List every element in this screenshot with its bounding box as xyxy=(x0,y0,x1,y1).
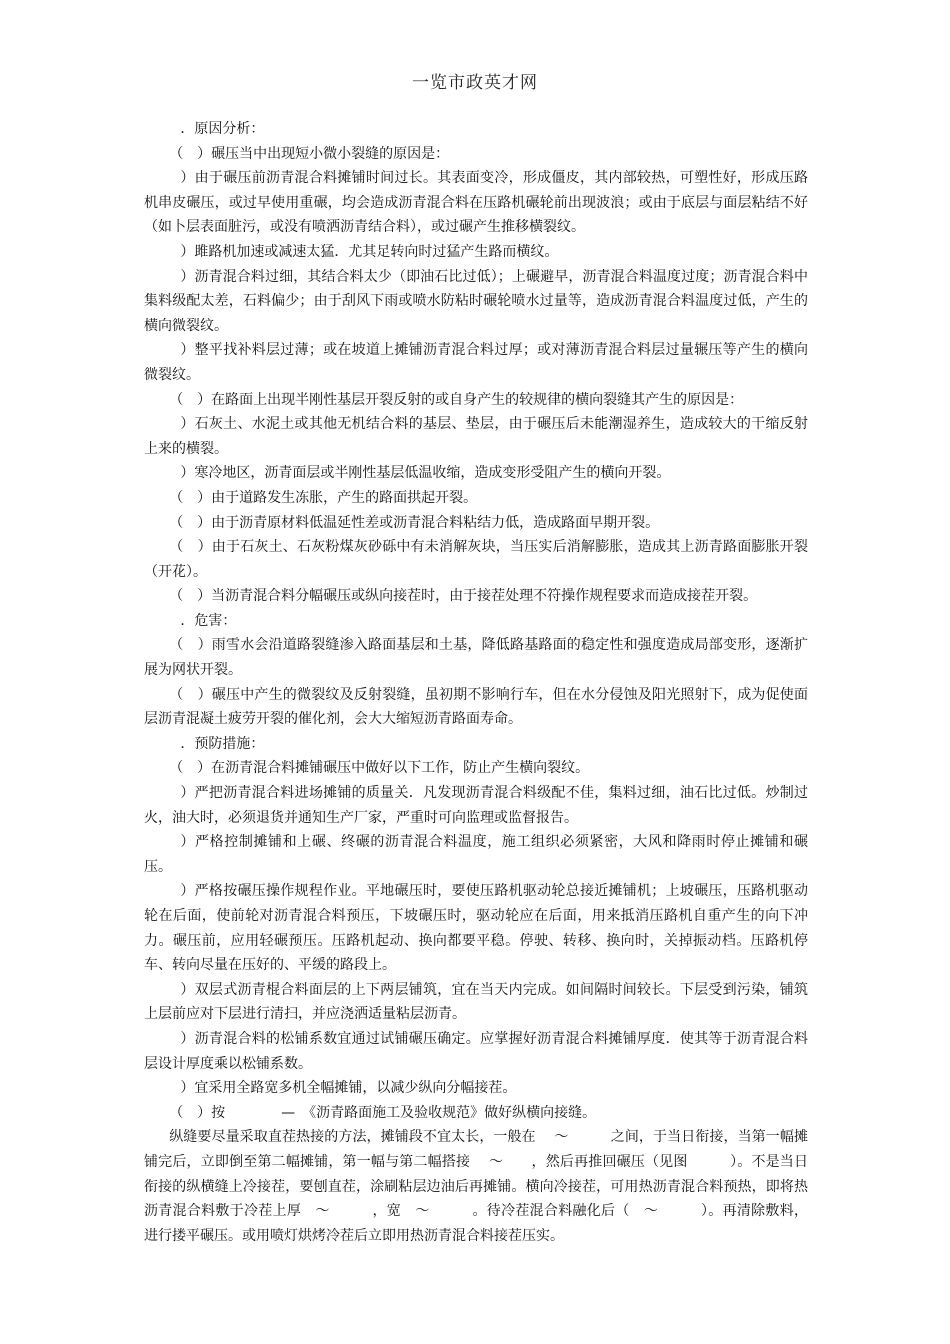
paragraph: （ ）在沥青混合料摊铺碾压中做好以下工作，防止产生横向裂纹。 xyxy=(169,760,590,777)
page-header: 一览市政英才网 xyxy=(412,73,538,93)
paragraph: （ ）碾压中产生的微裂纹及反射裂缝，虽初期不影响行车，但在水分侵蚀及阳光照射下，成为促使面层沥青混凝土疲劳开裂的催化剂，会大大缩短沥青路面寿命。 xyxy=(144,686,808,728)
paragraph: 纵缝要尽量采取直茬热接的方法，摊铺段不宜太长，一般在 ～ 之间，于当日衔接，当第一幅摊铺完后，立即倒至第二幅摊铺，第一幅与第二幅搭接 ～ ，然后再推回碾压（见图 ）。不是当日衔接的纵横缝上冷接茬，要刨直茬，涂刷粘层边油后再摊铺。横向冷接茬，可用热沥青混合料预热，即将热沥青混合料敷于冷茬上厚 ～ ，宽 ～ 。待冷茬混合料融化后（ ～ ）。再清除敷料，进行搂平碾压。或用喷灯烘烤冷茬后立即用热沥青混合料接茬压实。 xyxy=(144,1129,808,1244)
paragraph: （ ）按 — 《沥青路面施工及验收规范》做好纵横向接缝。 xyxy=(169,1104,597,1121)
paragraph: ）沥青混合料的松铺系数宜通过试铺碾压确定。应掌握好沥青混合料摊铺厚度．使其等于沥青混合料层设计厚度乘以松铺系数。 xyxy=(144,1030,808,1072)
paragraph: （ ）在路面上出现半刚性基层开裂反射的或自身产生的较规律的横向裂缝其产生的原因是： xyxy=(169,391,744,408)
paragraph: ）寒冷地区，沥青面层或半刚性基层低温收缩，造成变形受阻产生的横向开裂。 xyxy=(180,465,671,482)
paragraph: （ ）当沥青混合料分幅碾压或纵向接茬时，由于接茬处理不符操作规程要求而造成接茬开裂。 xyxy=(169,588,758,605)
paragraph: （ ）碾压当中出现短小微小裂缝的原因是： xyxy=(169,145,450,162)
paragraph: ）严格按碾压操作规程作业。平地碾压时，要使压路机驱动轮总接近摊铺机；上坡碾压，压路机驱动轮在后面，使前轮对沥青混合料预压，下坡碾压时，驱动轮应在后面，用来抵消压路机自重产生的向下冲力。碾压前，应用轻碾预压。压路机起动、换向都要平稳。停驶、转移、换向时，关掉振动档。压路机停车、转向尽量在压好的、平缓的路段上。 xyxy=(144,883,808,974)
paragraph: ）双层式沥青棍合料面层的上下两层铺筑，宜在当天内完成。如间隔时间较长。下层受到污染，铺筑上层前应对下层进行清扫，并应浇洒适量粘层沥青。 xyxy=(144,981,808,1023)
paragraph: ）严格控制摊铺和上碾、终碾的沥青混合料温度，施工组织必须紧密，大风和降雨时停止摊铺和碾压。 xyxy=(144,834,808,875)
paragraph: ）整平找补料层过薄；或在坡道上摊铺沥青混合料过厚；或对薄沥青混合料层过量辗压等产生的横向微裂纹。 xyxy=(144,342,808,383)
paragraph: （ ）由于石灰土、石灰粉煤灰砂砾中有未消解灰块，当压实后消解膨胀，造成其上沥青路面膨胀开裂（开花）。 xyxy=(144,539,808,580)
paragraph: ）严把沥青混合料进场摊铺的质量关．凡发现沥青混合料级配不佳，集料过细，油石比过低。炒制过火，油大时，必须退货并通知生产厂家，严重时可向监理或监督报告。 xyxy=(144,785,808,826)
paragraph: ．危害： xyxy=(180,612,237,629)
paragraph: （ ）由于沥青原材料低温延性差或沥青混合料粘结力低，造成路面早期开裂。 xyxy=(169,514,660,531)
paragraph: （ ）雨雪水会沿道路裂缝渗入路面基层和土基，降低路基路面的稳定性和强度造成局部变形，逐渐扩展为网状开裂。 xyxy=(144,637,808,679)
paragraph: ）由于碾压前沥青混合料摊铺时间过长。其表面变冷，形成僵皮，其内部较热，可塑性好，形成压路机串皮碾压，或过早使用重碾，均会造成沥青混合料在压路机碾轮前出现波浪；或由于底层与面层粘结不好（如卜层表面脏污，或没有喷洒沥青结合料），或过碾产生推移横裂纹。 xyxy=(144,170,808,236)
paragraph: ）沥青混合料过细，其结合料太少（即油石比过低）；上碾避早，沥青混合料温度过度；沥青混合料中集料级配太差，石料偏少；由于刮风下雨或喷水防粘时碾轮喷水过量等，造成沥青混合料温度过低，产生的横向微裂纹。 xyxy=(144,268,808,334)
document-body xyxy=(144,117,808,1248)
paragraph: （ ）由于道路发生冻胀，产生的路面拱起开裂。 xyxy=(169,489,478,506)
paragraph: ．原因分析： xyxy=(180,121,265,137)
paragraph: ）雎路机加速或减速太猛．尤其足转向时过猛产生路而横纹。 xyxy=(180,243,559,260)
paragraph: ）石灰土、水泥土或其他无机结合料的基层、垫层，由于碾压后未能潮湿养生，造成较大的干缩反射上来的横裂。 xyxy=(144,416,808,457)
paragraph: ）宜采用全路宽多机全幅摊铺，以减少纵向分幅接茬。 xyxy=(180,1080,517,1097)
paragraph: ．预防措施： xyxy=(180,735,265,752)
